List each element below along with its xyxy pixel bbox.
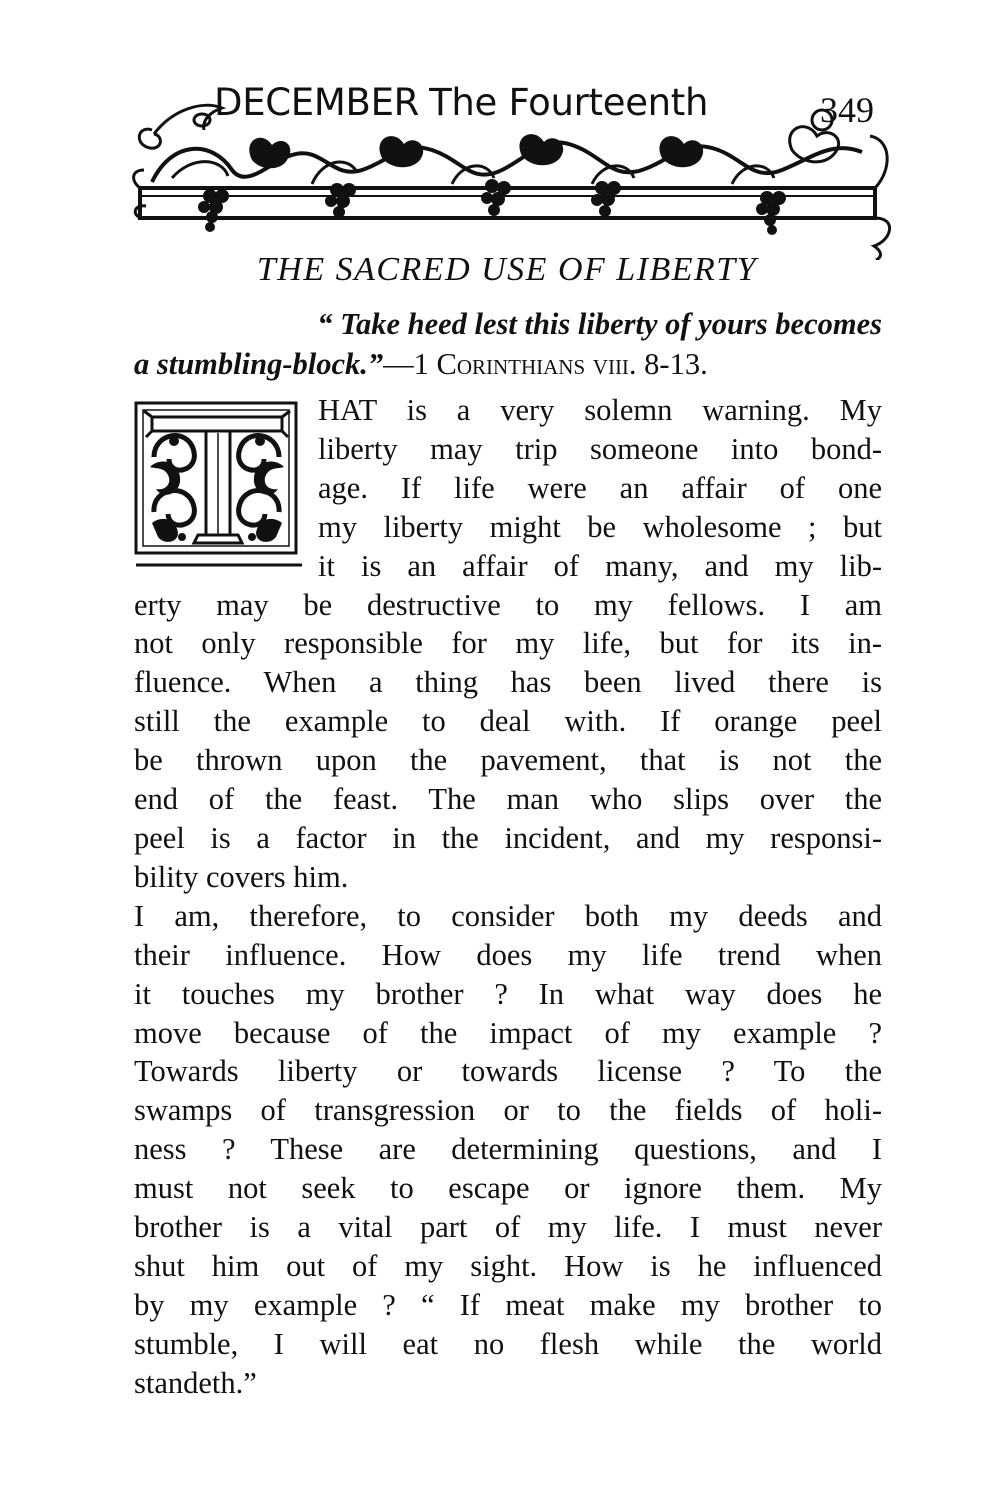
header-month: DECEMBER bbox=[214, 81, 420, 124]
paragraph-line: not only responsible for my life, but for its in- bbox=[134, 626, 882, 661]
paragraph-line: by my example ? “ If meat make my brother to bbox=[134, 1287, 882, 1322]
paragraph-line: it is an affair of many, and my lib- bbox=[318, 548, 882, 583]
paragraph-line: must not seek to escape or ignore them. My bbox=[134, 1171, 882, 1206]
epigraph bbox=[134, 304, 882, 384]
page-number: 349 bbox=[820, 90, 874, 130]
epigraph-dash: — bbox=[383, 347, 414, 381]
epigraph-reference: 1 Corinthians viii. 8-13. bbox=[413, 347, 708, 381]
paragraph-line: end of the feast. The man who slips over the bbox=[134, 782, 882, 817]
paragraph-line: Towards liberty or towards license ? To the bbox=[134, 1054, 882, 1089]
body-text bbox=[134, 391, 882, 1403]
paragraph-2 bbox=[134, 897, 882, 1403]
grapevine-ornament-icon bbox=[132, 100, 892, 260]
paragraph-line: be thrown upon the pavement, that is not the bbox=[134, 743, 882, 778]
paragraph-line: erty may be destructive to my fellows. I am bbox=[134, 587, 882, 622]
paragraph-1 bbox=[134, 391, 882, 897]
paragraph-line: shut him out of my sight. How is he influenced bbox=[134, 1248, 882, 1283]
header-day: The Fourteenth bbox=[429, 81, 709, 124]
paragraph-line: peel is a factor in the incident, and my responsi- bbox=[134, 820, 882, 855]
paragraph-line: it touches my brother ? In what way does he bbox=[134, 976, 882, 1011]
paragraph-line: I am, therefore, to consider both my deeds and bbox=[134, 898, 882, 933]
paragraph-line: stumble, I will eat no flesh while the world bbox=[134, 1326, 882, 1361]
paragraph-line: still the example to deal with. If orange peel bbox=[134, 704, 882, 739]
paragraph-line: standeth.” bbox=[134, 1365, 257, 1400]
paragraph-line: HAT is a very solemn warning. My bbox=[318, 393, 882, 427]
paragraph-line: age. If life were an affair of one bbox=[318, 470, 882, 505]
article-title: THE SACRED USE OF LIBERTY bbox=[256, 251, 758, 288]
epigraph-quote-line2: a stumbling-block.” bbox=[134, 347, 384, 381]
paragraph-line: move because of the impact of my example ? bbox=[134, 1015, 882, 1050]
paragraph-line: fluence. When a thing has been lived there is bbox=[134, 665, 882, 700]
paragraph-line: their influence. How does my life trend when bbox=[134, 937, 882, 972]
epigraph-quote-line1: “ Take heed lest this liberty of yours becomes bbox=[317, 307, 882, 341]
paragraph-line: bility covers him. bbox=[134, 859, 349, 894]
paragraph-line: liberty may trip someone into bond- bbox=[318, 431, 882, 466]
paragraph-line: my liberty might be wholesome ; but bbox=[318, 509, 882, 544]
epigraph-quote-line2-wrap bbox=[134, 344, 882, 384]
paragraph-line: ness ? These are determining questions, and I bbox=[134, 1132, 882, 1167]
paragraph-line: swamps of transgression or to the fields of holi- bbox=[134, 1093, 882, 1128]
paragraph-line: brother is a vital part of my life. I must never bbox=[134, 1210, 882, 1245]
